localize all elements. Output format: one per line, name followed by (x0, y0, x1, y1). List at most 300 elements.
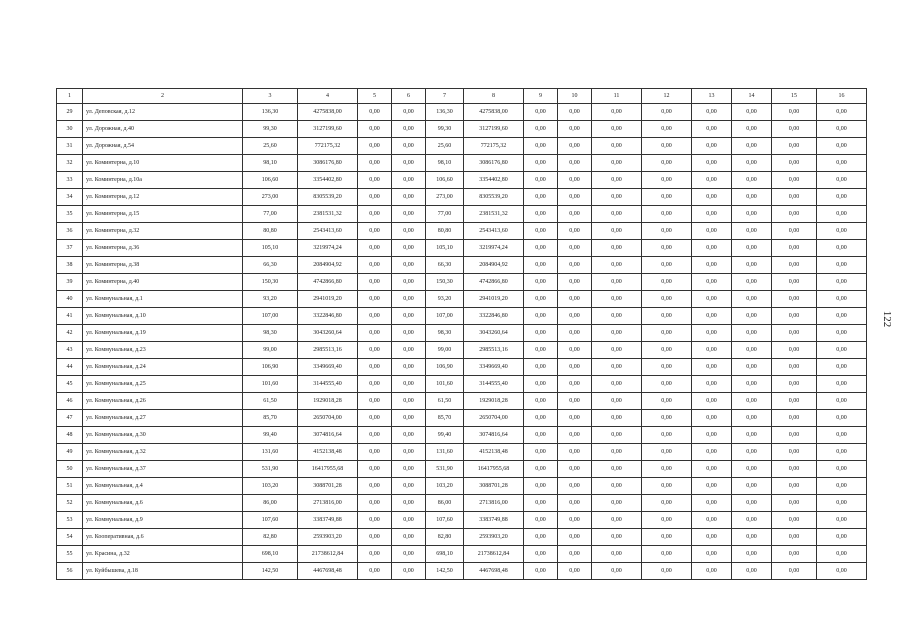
value-cell: 0,00 (524, 325, 558, 342)
value-cell: 0,00 (642, 291, 692, 308)
value-cell: 0,00 (524, 257, 558, 274)
value-cell: 0,00 (592, 410, 642, 427)
cost-cell: 2381531,32 (298, 206, 358, 223)
row-number-cell: 41 (57, 308, 83, 325)
value-cell: 0,00 (692, 274, 732, 291)
cost-cell: 16417955,68 (298, 461, 358, 478)
value-cell: 0,00 (692, 325, 732, 342)
value-cell: 0,00 (732, 410, 772, 427)
cost-cell: 4275838,00 (298, 104, 358, 121)
address-cell: ул. Дорожная, д.40 (83, 121, 243, 138)
value-cell: 0,00 (392, 257, 426, 274)
value-cell: 0,00 (772, 104, 817, 121)
area-cell: 105,10 (243, 240, 298, 257)
row-number-cell: 51 (57, 478, 83, 495)
area-cell: 101,60 (426, 376, 464, 393)
value-cell: 0,00 (772, 410, 817, 427)
area-cell: 107,60 (426, 512, 464, 529)
value-cell: 0,00 (592, 546, 642, 563)
row-number-cell: 47 (57, 410, 83, 427)
area-cell: 98,30 (243, 325, 298, 342)
value-cell: 0,00 (524, 410, 558, 427)
address-cell: ул. Коммунальная, д.10 (83, 308, 243, 325)
address-cell: ул. Коммунальная, д.32 (83, 444, 243, 461)
value-cell: 0,00 (732, 495, 772, 512)
value-cell: 0,00 (358, 376, 392, 393)
value-cell: 0,00 (732, 121, 772, 138)
value-cell: 0,00 (772, 291, 817, 308)
table-row (57, 223, 867, 240)
table-row (57, 546, 867, 563)
value-cell: 0,00 (817, 308, 867, 325)
value-cell: 0,00 (358, 444, 392, 461)
value-cell: 0,00 (524, 563, 558, 580)
area-cell: 61,50 (243, 393, 298, 410)
value-cell: 0,00 (392, 189, 426, 206)
value-cell: 0,00 (772, 563, 817, 580)
table-row (57, 274, 867, 291)
cost-cell: 3322846,80 (464, 308, 524, 325)
value-cell: 0,00 (392, 529, 426, 546)
cost-cell: 3219974,24 (464, 240, 524, 257)
value-cell: 0,00 (592, 189, 642, 206)
row-number-cell: 50 (57, 461, 83, 478)
column-number-cell: 8 (464, 89, 524, 104)
cost-cell: 8305539,20 (298, 189, 358, 206)
row-number-cell: 30 (57, 121, 83, 138)
value-cell: 0,00 (772, 529, 817, 546)
table-row (57, 138, 867, 155)
column-number-cell: 16 (817, 89, 867, 104)
value-cell: 0,00 (358, 342, 392, 359)
cost-cell: 4467698,48 (464, 563, 524, 580)
value-cell: 0,00 (358, 359, 392, 376)
cost-cell: 2985513,16 (298, 342, 358, 359)
row-number-cell: 42 (57, 325, 83, 342)
table-row (57, 189, 867, 206)
address-cell: ул. Коммунальная, д.27 (83, 410, 243, 427)
area-cell: 142,50 (426, 563, 464, 580)
table-row (57, 172, 867, 189)
value-cell: 0,00 (772, 478, 817, 495)
value-cell: 0,00 (592, 359, 642, 376)
value-cell: 0,00 (732, 104, 772, 121)
value-cell: 0,00 (732, 342, 772, 359)
area-cell: 273,00 (243, 189, 298, 206)
value-cell: 0,00 (558, 461, 592, 478)
table-row (57, 240, 867, 257)
cost-cell: 2084904,92 (298, 257, 358, 274)
value-cell: 0,00 (558, 206, 592, 223)
area-cell: 106,60 (243, 172, 298, 189)
value-cell: 0,00 (592, 376, 642, 393)
value-cell: 0,00 (772, 546, 817, 563)
value-cell: 0,00 (358, 495, 392, 512)
address-cell: ул. Красина, д.32 (83, 546, 243, 563)
value-cell: 0,00 (817, 155, 867, 172)
value-cell: 0,00 (358, 393, 392, 410)
area-cell: 150,30 (243, 274, 298, 291)
value-cell: 0,00 (592, 563, 642, 580)
value-cell: 0,00 (524, 495, 558, 512)
address-cell: ул. Коммунальная, д.24 (83, 359, 243, 376)
value-cell: 0,00 (642, 121, 692, 138)
value-cell: 0,00 (772, 342, 817, 359)
value-cell: 0,00 (692, 478, 732, 495)
cost-cell: 3354402,80 (298, 172, 358, 189)
value-cell: 0,00 (558, 240, 592, 257)
value-cell: 0,00 (642, 240, 692, 257)
area-cell: 86,00 (243, 495, 298, 512)
cost-cell: 3144555,40 (298, 376, 358, 393)
area-cell: 98,10 (426, 155, 464, 172)
value-cell: 0,00 (772, 223, 817, 240)
value-cell: 0,00 (392, 206, 426, 223)
column-number-row (57, 89, 867, 104)
value-cell: 0,00 (592, 478, 642, 495)
table-row (57, 359, 867, 376)
value-cell: 0,00 (358, 104, 392, 121)
cost-cell: 3383749,88 (464, 512, 524, 529)
column-number-cell: 3 (243, 89, 298, 104)
value-cell: 0,00 (817, 376, 867, 393)
area-cell: 101,60 (243, 376, 298, 393)
value-cell: 0,00 (642, 206, 692, 223)
value-cell: 0,00 (558, 444, 592, 461)
value-cell: 0,00 (692, 359, 732, 376)
cost-cell: 4275838,00 (464, 104, 524, 121)
value-cell: 0,00 (558, 257, 592, 274)
value-cell: 0,00 (772, 274, 817, 291)
row-number-cell: 29 (57, 104, 83, 121)
value-cell: 0,00 (358, 308, 392, 325)
column-number-cell: 15 (772, 89, 817, 104)
area-cell: 80,80 (426, 223, 464, 240)
value-cell: 0,00 (732, 512, 772, 529)
row-number-cell: 52 (57, 495, 83, 512)
value-cell: 0,00 (558, 512, 592, 529)
value-cell: 0,00 (642, 104, 692, 121)
column-number-cell: 2 (83, 89, 243, 104)
area-cell: 80,80 (243, 223, 298, 240)
value-cell: 0,00 (642, 410, 692, 427)
cost-cell: 2941019,20 (298, 291, 358, 308)
value-cell: 0,00 (817, 138, 867, 155)
area-cell: 66,30 (243, 257, 298, 274)
cost-cell: 3088701,28 (464, 478, 524, 495)
value-cell: 0,00 (732, 529, 772, 546)
value-cell: 0,00 (358, 410, 392, 427)
value-cell: 0,00 (524, 546, 558, 563)
value-cell: 0,00 (642, 512, 692, 529)
area-cell: 99,30 (243, 121, 298, 138)
value-cell: 0,00 (732, 308, 772, 325)
value-cell: 0,00 (592, 155, 642, 172)
value-cell: 0,00 (524, 291, 558, 308)
value-cell: 0,00 (772, 325, 817, 342)
value-cell: 0,00 (558, 291, 592, 308)
value-cell: 0,00 (524, 138, 558, 155)
row-number-cell: 44 (57, 359, 83, 376)
value-cell: 0,00 (392, 478, 426, 495)
area-cell: 25,60 (243, 138, 298, 155)
column-number-cell: 11 (592, 89, 642, 104)
value-cell: 0,00 (558, 563, 592, 580)
value-cell: 0,00 (692, 512, 732, 529)
cost-cell: 4742866,80 (298, 274, 358, 291)
cost-cell: 2941019,20 (464, 291, 524, 308)
row-number-cell: 55 (57, 546, 83, 563)
cost-cell: 3043260,64 (464, 325, 524, 342)
row-number-cell: 33 (57, 172, 83, 189)
table-row (57, 325, 867, 342)
cost-cell: 21738612,84 (298, 546, 358, 563)
cost-cell: 1929018,28 (464, 393, 524, 410)
cost-cell: 3349669,40 (464, 359, 524, 376)
value-cell: 0,00 (817, 478, 867, 495)
value-cell: 0,00 (558, 376, 592, 393)
cost-cell: 3088701,28 (298, 478, 358, 495)
value-cell: 0,00 (817, 342, 867, 359)
value-cell: 0,00 (524, 308, 558, 325)
row-number-cell: 54 (57, 529, 83, 546)
value-cell: 0,00 (358, 121, 392, 138)
area-cell: 106,90 (426, 359, 464, 376)
value-cell: 0,00 (732, 274, 772, 291)
area-cell: 131,60 (243, 444, 298, 461)
area-cell: 98,30 (426, 325, 464, 342)
row-number-cell: 31 (57, 138, 83, 155)
address-cell: ул. Коммунальная, д.37 (83, 461, 243, 478)
value-cell: 0,00 (692, 121, 732, 138)
address-cell: ул. Коммунальная, д.25 (83, 376, 243, 393)
area-cell: 66,30 (426, 257, 464, 274)
table-row (57, 478, 867, 495)
cost-cell: 2650704,00 (464, 410, 524, 427)
value-cell: 0,00 (592, 291, 642, 308)
value-cell: 0,00 (558, 104, 592, 121)
value-cell: 0,00 (392, 240, 426, 257)
cost-cell: 2381531,32 (464, 206, 524, 223)
address-cell: ул. Коминтерна, д.38 (83, 257, 243, 274)
cost-cell: 2543413,60 (298, 223, 358, 240)
table-row (57, 308, 867, 325)
value-cell: 0,00 (558, 308, 592, 325)
address-cell: ул. Коммунальная, д.4 (83, 478, 243, 495)
row-number-cell: 48 (57, 427, 83, 444)
value-cell: 0,00 (592, 206, 642, 223)
value-cell: 0,00 (524, 376, 558, 393)
address-cell: ул. Коммунальная, д.19 (83, 325, 243, 342)
cost-cell: 21738612,84 (464, 546, 524, 563)
cost-cell: 2543413,60 (464, 223, 524, 240)
value-cell: 0,00 (558, 393, 592, 410)
value-cell: 0,00 (524, 104, 558, 121)
value-cell: 0,00 (732, 478, 772, 495)
cost-cell: 3043260,64 (298, 325, 358, 342)
value-cell: 0,00 (817, 274, 867, 291)
value-cell: 0,00 (392, 104, 426, 121)
value-cell: 0,00 (692, 495, 732, 512)
area-cell: 25,60 (426, 138, 464, 155)
value-cell: 0,00 (524, 206, 558, 223)
value-cell: 0,00 (772, 444, 817, 461)
value-cell: 0,00 (692, 529, 732, 546)
area-cell: 77,00 (426, 206, 464, 223)
data-table (56, 88, 867, 580)
value-cell: 0,00 (642, 495, 692, 512)
area-cell: 698,10 (426, 546, 464, 563)
value-cell: 0,00 (692, 444, 732, 461)
value-cell: 0,00 (642, 342, 692, 359)
value-cell: 0,00 (558, 478, 592, 495)
address-cell: ул. Коминтерна, д.36 (83, 240, 243, 257)
address-cell: ул. Коммунальная, д.30 (83, 427, 243, 444)
value-cell: 0,00 (392, 223, 426, 240)
value-cell: 0,00 (692, 376, 732, 393)
table-row (57, 376, 867, 393)
area-cell: 93,20 (243, 291, 298, 308)
cost-cell: 3127199,60 (464, 121, 524, 138)
value-cell: 0,00 (732, 138, 772, 155)
value-cell: 0,00 (642, 546, 692, 563)
value-cell: 0,00 (592, 342, 642, 359)
value-cell: 0,00 (732, 546, 772, 563)
value-cell: 0,00 (692, 461, 732, 478)
address-cell: ул. Коминтерна, д.15 (83, 206, 243, 223)
value-cell: 0,00 (817, 444, 867, 461)
value-cell: 0,00 (592, 274, 642, 291)
value-cell: 0,00 (558, 223, 592, 240)
value-cell: 0,00 (392, 410, 426, 427)
value-cell: 0,00 (558, 529, 592, 546)
value-cell: 0,00 (358, 461, 392, 478)
area-cell: 61,50 (426, 393, 464, 410)
value-cell: 0,00 (692, 104, 732, 121)
row-number-cell: 34 (57, 189, 83, 206)
area-cell: 93,20 (426, 291, 464, 308)
value-cell: 0,00 (524, 512, 558, 529)
row-number-cell: 49 (57, 444, 83, 461)
value-cell: 0,00 (558, 325, 592, 342)
value-cell: 0,00 (817, 172, 867, 189)
table-row (57, 206, 867, 223)
value-cell: 0,00 (642, 189, 692, 206)
value-cell: 0,00 (732, 393, 772, 410)
address-cell: ул. Коминтерна, д.10 (83, 155, 243, 172)
table-row (57, 495, 867, 512)
value-cell: 0,00 (558, 121, 592, 138)
area-cell: 103,20 (243, 478, 298, 495)
value-cell: 0,00 (692, 291, 732, 308)
area-cell: 85,70 (243, 410, 298, 427)
value-cell: 0,00 (642, 308, 692, 325)
address-cell: ул. Деповская, д.12 (83, 104, 243, 121)
area-cell: 105,10 (426, 240, 464, 257)
value-cell: 0,00 (772, 206, 817, 223)
row-number-cell: 39 (57, 274, 83, 291)
area-cell: 107,60 (243, 512, 298, 529)
value-cell: 0,00 (817, 189, 867, 206)
value-cell: 0,00 (558, 274, 592, 291)
cost-cell: 8305539,20 (464, 189, 524, 206)
area-cell: 531,90 (426, 461, 464, 478)
value-cell: 0,00 (732, 223, 772, 240)
value-cell: 0,00 (392, 427, 426, 444)
value-cell: 0,00 (772, 138, 817, 155)
value-cell: 0,00 (358, 325, 392, 342)
value-cell: 0,00 (392, 495, 426, 512)
value-cell: 0,00 (358, 546, 392, 563)
column-number-cell: 5 (358, 89, 392, 104)
table-row (57, 342, 867, 359)
column-number-cell: 14 (732, 89, 772, 104)
value-cell: 0,00 (392, 308, 426, 325)
value-cell: 0,00 (642, 172, 692, 189)
area-cell: 85,70 (426, 410, 464, 427)
row-number-cell: 37 (57, 240, 83, 257)
value-cell: 0,00 (642, 359, 692, 376)
value-cell: 0,00 (524, 444, 558, 461)
table-row (57, 461, 867, 478)
value-cell: 0,00 (642, 393, 692, 410)
value-cell: 0,00 (392, 512, 426, 529)
value-cell: 0,00 (558, 172, 592, 189)
value-cell: 0,00 (642, 529, 692, 546)
value-cell: 0,00 (732, 427, 772, 444)
area-cell: 82,80 (426, 529, 464, 546)
value-cell: 0,00 (642, 563, 692, 580)
value-cell: 0,00 (692, 206, 732, 223)
cost-cell: 772175,32 (464, 138, 524, 155)
row-number-cell: 36 (57, 223, 83, 240)
table-row (57, 257, 867, 274)
area-cell: 131,60 (426, 444, 464, 461)
value-cell: 0,00 (732, 189, 772, 206)
address-cell: ул. Куйбышева, д.18 (83, 563, 243, 580)
value-cell: 0,00 (592, 104, 642, 121)
value-cell: 0,00 (358, 240, 392, 257)
value-cell: 0,00 (772, 495, 817, 512)
table-row (57, 155, 867, 172)
value-cell: 0,00 (358, 274, 392, 291)
table-row (57, 291, 867, 308)
area-cell: 273,00 (426, 189, 464, 206)
value-cell: 0,00 (358, 427, 392, 444)
cost-cell: 3383749,88 (298, 512, 358, 529)
table-body (57, 104, 867, 580)
table-row (57, 427, 867, 444)
value-cell: 0,00 (392, 393, 426, 410)
column-number-cell: 12 (642, 89, 692, 104)
column-number-cell: 10 (558, 89, 592, 104)
value-cell: 0,00 (772, 189, 817, 206)
value-cell: 0,00 (817, 563, 867, 580)
value-cell: 0,00 (392, 121, 426, 138)
value-cell: 0,00 (772, 376, 817, 393)
column-number-cell: 1 (57, 89, 83, 104)
cost-cell: 3349669,40 (298, 359, 358, 376)
row-number-cell: 45 (57, 376, 83, 393)
value-cell: 0,00 (692, 393, 732, 410)
column-number-cell: 6 (392, 89, 426, 104)
value-cell: 0,00 (642, 155, 692, 172)
value-cell: 0,00 (524, 529, 558, 546)
cost-cell: 772175,32 (298, 138, 358, 155)
value-cell: 0,00 (817, 223, 867, 240)
address-cell: ул. Коминтерна, д.10а (83, 172, 243, 189)
value-cell: 0,00 (558, 359, 592, 376)
